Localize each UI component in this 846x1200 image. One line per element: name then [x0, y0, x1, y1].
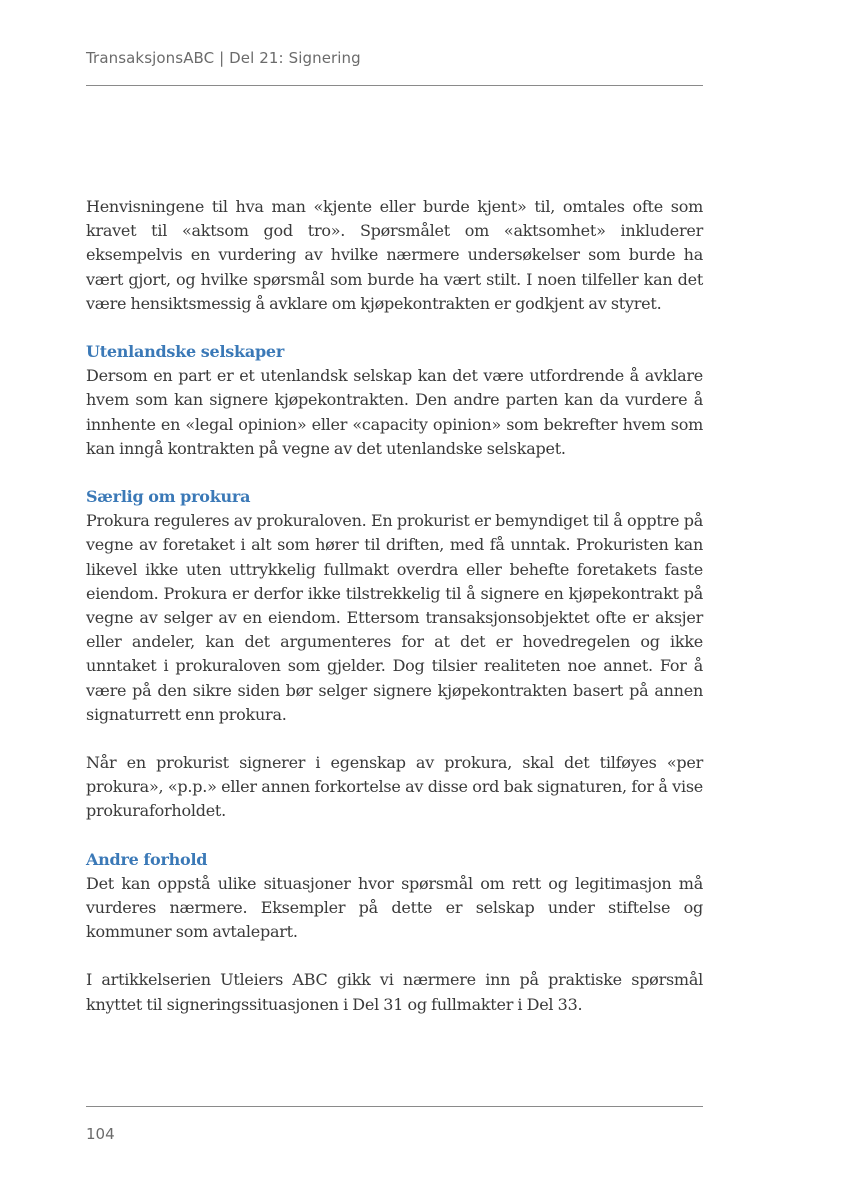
section-paragraph: Prokura reguleres av prokuraloven. En prokurist er bemyndiget til å opptre på vegne av foretaket i alt som hører til driften, med få unntak. Prokuristen kan likevel ikke uten uttrykkelig fullmakt overdra eller behefte foretakets faste eiendom. Prokura er derfor ikke tilstrekkelig til å signere en kjøpekontrakt på vegne av selger av en eiendom. Ettersom transaksjonsobjektet ofte er aksjer eller andeler, kan det argumenteres for at det er hovedregelen og ikke unntaket i prokuraloven som gjelder. Dog tilsier realiteten noe annet. For å være på den sikre siden bør selger signere kjøpekontrakten basert på annen signaturrett enn prokura. — [86, 511, 703, 724]
section-paragraph: I artikkelserien Utleiers ABC gikk vi nærmere inn på praktiske spørsmål knyttet til signeringssituasjonen i Del 31 og fullmakter i Del 33. — [86, 970, 703, 1014]
section-paragraph: Det kan oppstå ulike situasjoner hvor spørsmål om rett og legitimasjon må vurderes nærmere. Eksempler på dette er selskap under stiftelse og kommuner som avtalepart. — [86, 873, 703, 942]
section-heading: Særlig om prokura — [86, 487, 251, 507]
page-number: 104 — [86, 1125, 115, 1143]
section-andre-forhold — [86, 848, 703, 1017]
section-utenlandske-selskaper — [86, 340, 703, 461]
footer-divider — [86, 1106, 703, 1107]
intro-paragraph: Henvisningene til hva man «kjente eller burde kjent» til, omtales ofte som kravet til «aktsom god tro». Spørsmålet om «aktsomhet» inkluderer eksempelvis en vurdering av hvilke nærmere undersøkelser som burde ha vært gjort, og hvilke spørsmål som burde ha vært stilt. I noen tilfeller kan det være hensiktsmessig å avklare om kjøpekontrakten er godkjent av styret. — [86, 197, 703, 313]
header-divider — [86, 85, 703, 86]
article-body — [86, 195, 703, 1041]
section-heading: Andre forhold — [86, 849, 208, 869]
section-saerlig-om-prokura — [86, 485, 703, 824]
section-heading: Utenlandske selskaper — [86, 342, 285, 362]
section-paragraph: Når en prokurist signerer i egenskap av prokura, skal det tilføyes «per prokura», «p.p.» eller annen forkortelse av disse ord bak signaturen, for å vise prokuraforholdet. — [86, 753, 703, 821]
section-paragraph: Dersom en part er et utenlandsk selskap kan det være utfordrende å avklare hvem som kan signere kjøpekontrakten. Den andre parten kan da vurdere å innhente en «legal opinion» eller «capacity opinion» som bekrefter hvem som kan inngå kontrakten på vegne av det utenlandske selskapet. — [86, 366, 703, 458]
running-header-title: TransaksjonsABC | Del 21: Signering — [86, 49, 361, 67]
